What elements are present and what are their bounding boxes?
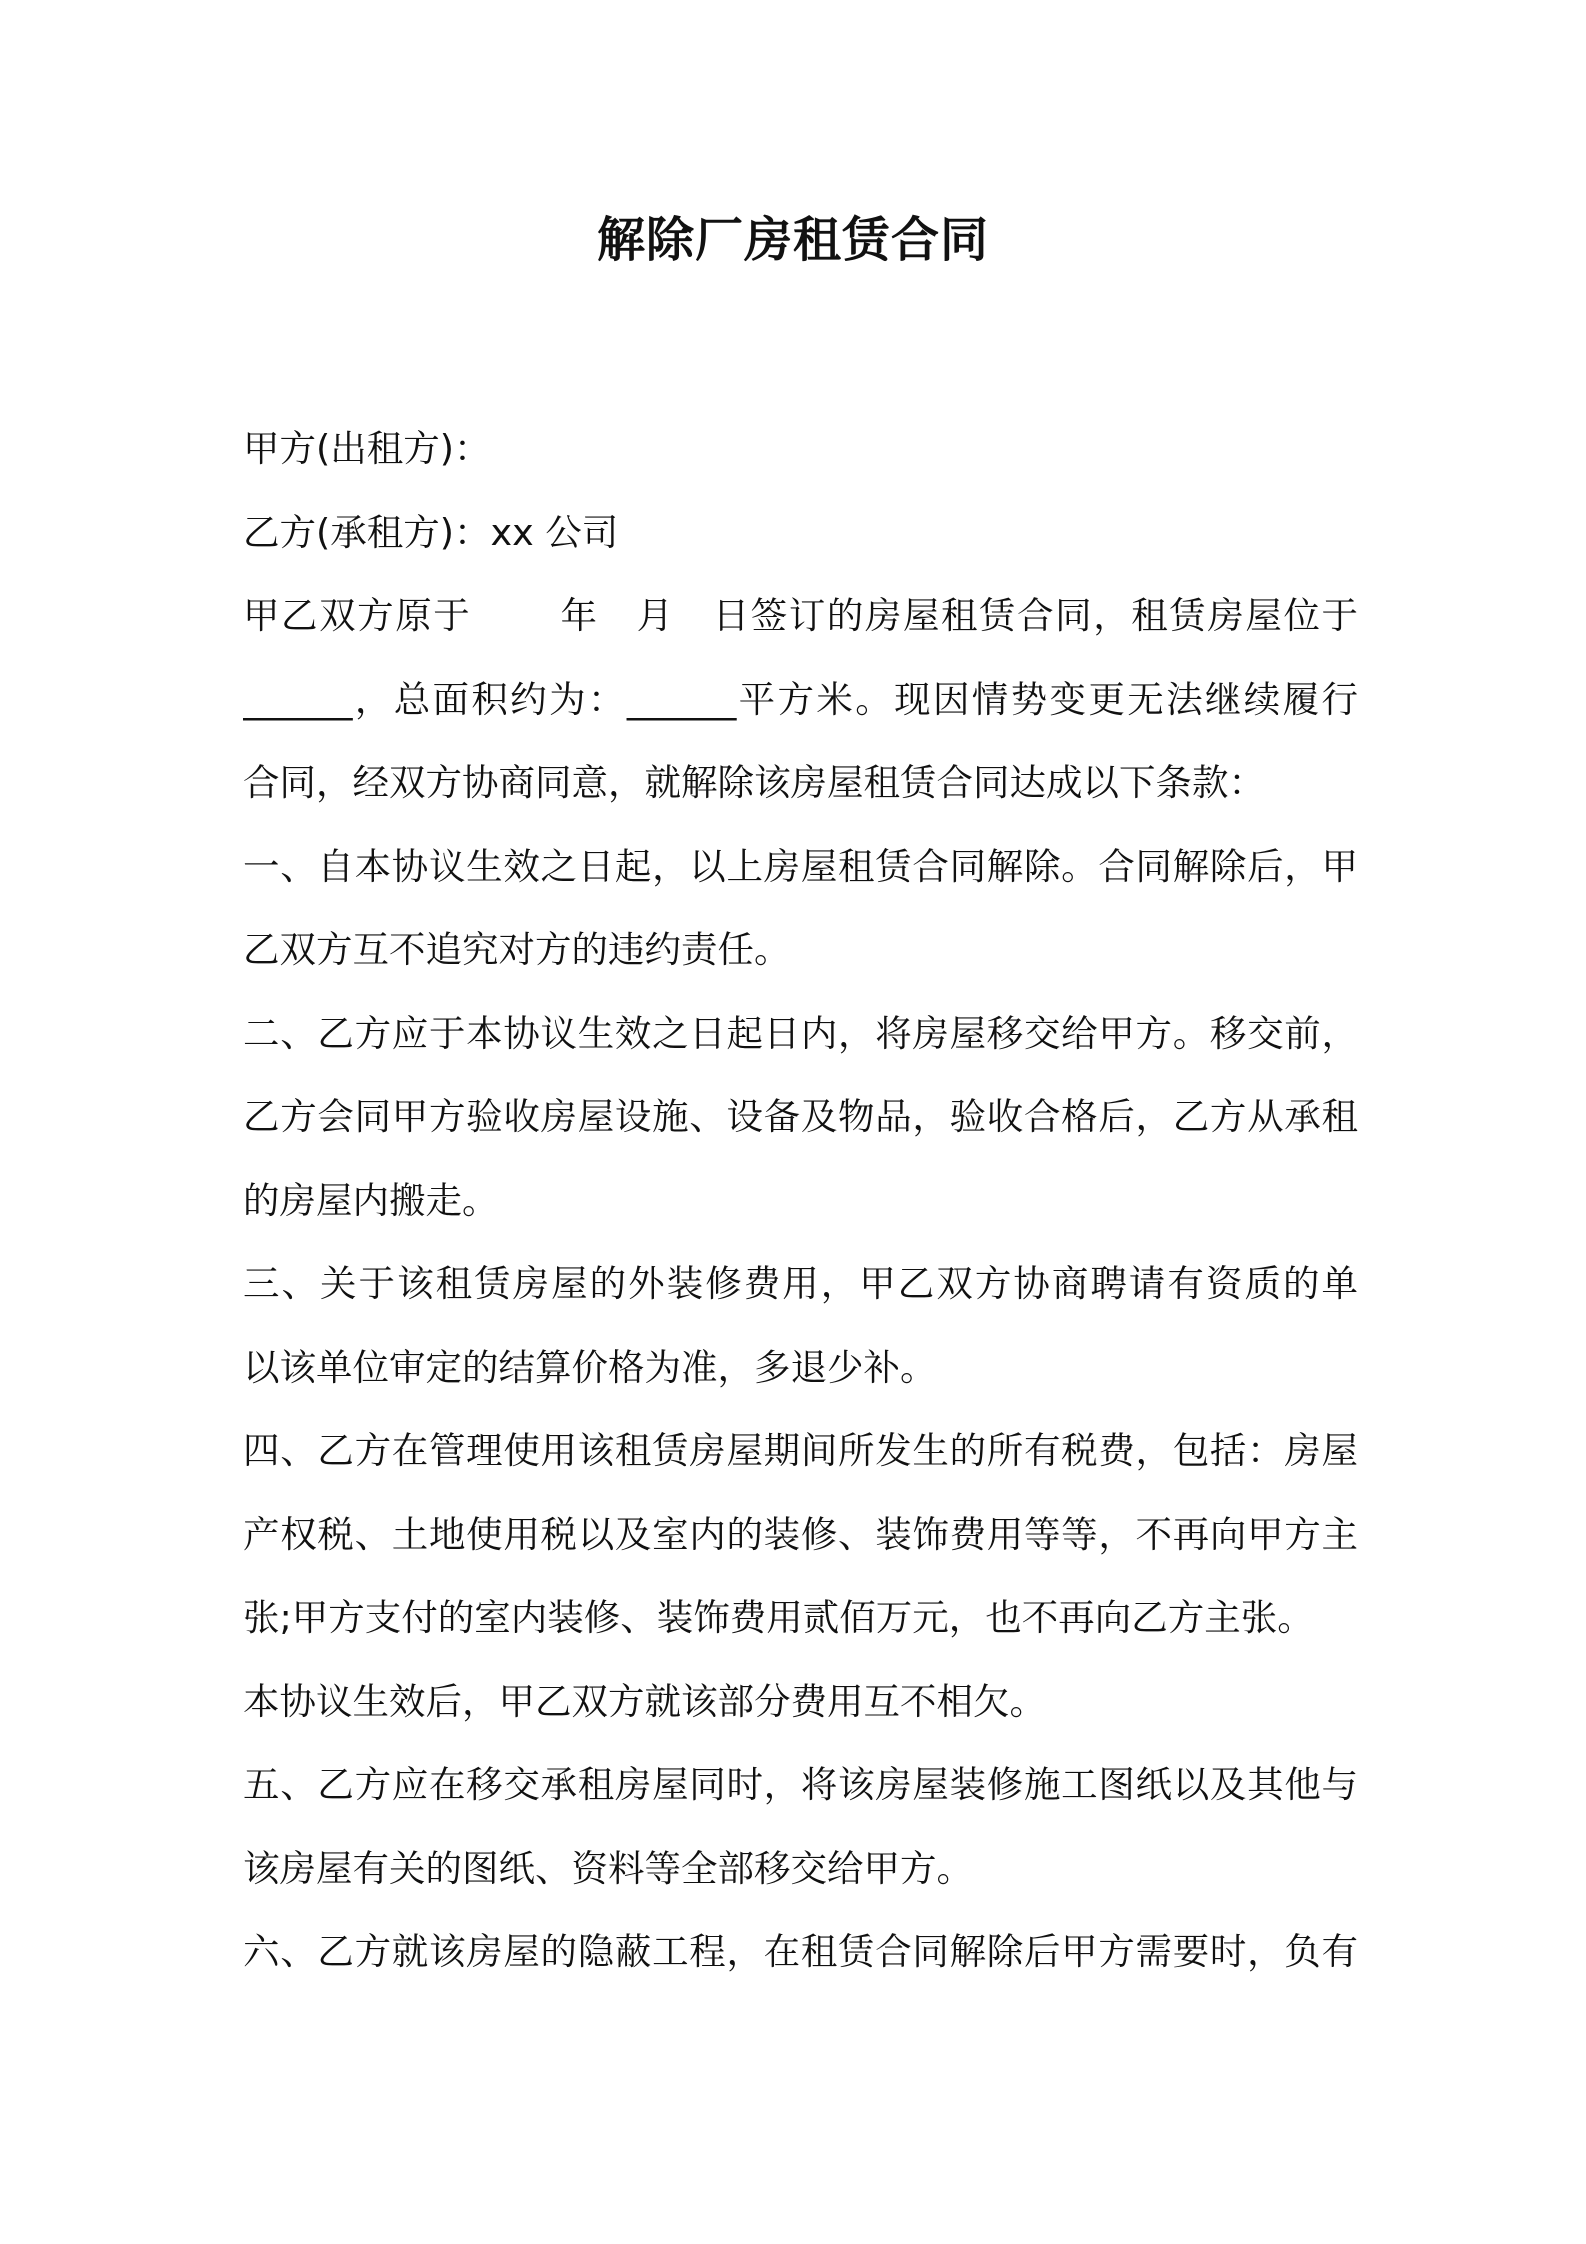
preamble-line-3: 合同，经双方协商同意，就解除该房屋租赁合同达成以下条款： — [243, 761, 1265, 804]
clause-4-line-4: 本协议生效后，甲乙双方就该部分费用互不相欠。 — [243, 1679, 1046, 1723]
clause-4-line-1: 四、乙方在管理使用该租赁房屋期间所发生的所有税费，包括：房屋 — [243, 1429, 1358, 1472]
clause-5-line-1: 五、乙方应在移交承租房屋同时，将该房屋装修施工图纸以及其他与 — [243, 1763, 1358, 1806]
clause-2-line-2: 乙方会同甲方验收房屋设施、设备及物品，验收合格后，乙方从承租 — [243, 1095, 1358, 1138]
document-body — [243, 407, 1358, 1994]
clause-6-line-1: 六、乙方就该房屋的隐蔽工程，在租赁合同解除后甲方需要时，负有 — [243, 1930, 1358, 1973]
party-a-line: 甲方(出租方)： — [243, 427, 491, 470]
clause-4-line-2: 产权税、土地使用税以及室内的装修、装饰费用等等，不再向甲方主 — [243, 1512, 1358, 1556]
clause-1-line-2: 乙双方互不追究对方的违约责任。 — [243, 928, 791, 971]
clause-1-line-1: 一、自本协议生效之日起，以上房屋租赁合同解除。合同解除后，甲 — [243, 844, 1358, 888]
preamble-line-2: ______，总面积约为：______平方米。现因情势变更无法继续履行 — [243, 677, 1358, 721]
clause-5-line-2: 该房屋有关的图纸、资料等全部移交给甲方。 — [243, 1846, 973, 1890]
document-title: 解除厂房租赁合同 — [596, 212, 989, 268]
clause-3-line-2: 以该单位审定的结算价格为准，多退少补。 — [243, 1345, 937, 1389]
clause-4-line-3: 张;甲方支付的室内装修、装饰费用贰佰万元，也不再向乙方主张。 — [243, 1596, 1314, 1639]
clause-3-line-1: 三、关于该租赁房屋的外装修费用，甲乙双方协商聘请有资质的单 — [243, 1262, 1358, 1305]
party-b-line: 乙方(承租方)：xx 公司 — [243, 510, 619, 554]
clause-2-line-1: 二、乙方应于本协议生效之日起日内，将房屋移交给甲方。移交前， — [243, 1011, 1358, 1055]
preamble-line-1: 甲乙双方原于 年 月 日签订的房屋租赁合同，租赁房屋位于 — [243, 594, 1358, 637]
clause-2-line-3: 的房屋内搬走。 — [243, 1178, 499, 1222]
